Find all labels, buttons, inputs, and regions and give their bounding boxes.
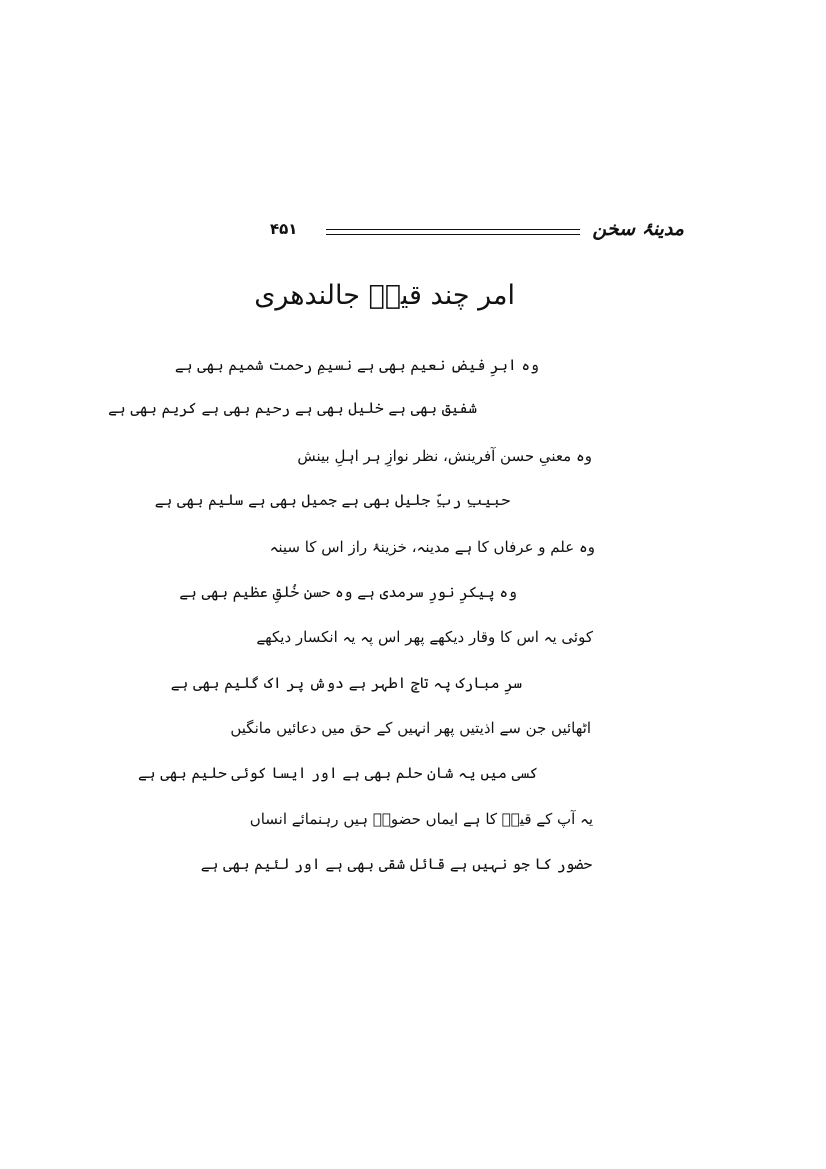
- verse: وہ معنیِ حسن آفرینش، نظر نوازِ ہر اہلِ بینش: [297, 447, 592, 465]
- verse: وہ علم و عرفاں کا ہے مدینہ، خزینۂ راز اس کا سینہ: [269, 538, 595, 556]
- verse: کسی میں یہ شانِ حلم بھی ہے اور ایسا کوئی حلیم بھی ہے: [138, 764, 538, 782]
- header-rule-top: [326, 229, 580, 230]
- verse: وہ ابرِ فیضِ نعیم بھی ہے نسیمِ رحمت شمیم بھی ہے: [174, 356, 539, 374]
- verse: اٹھائیں جن سے اذیتیں پھر انہیں کے حق میں دعائیں مانگیں: [230, 719, 591, 737]
- poet-name-heading: امر چند قیسؔ جالندھری: [254, 280, 515, 311]
- verse: شفیق بھی ہے خلیل بھی ہے رحیم بھی ہے کریم بھی ہے: [108, 399, 477, 417]
- verse: یہ آپ کے قیسؔ کا ہے ایماں حضورؐ ہیں رہنمائے انساں: [249, 810, 593, 828]
- verse: وہ پیکرِ نورِ سرمدی ہے وہ حسنِ خُلقِ عظیم بھی ہے: [179, 583, 517, 601]
- header-rule-bottom: [326, 234, 580, 235]
- verse: حضور کا جو نہیں ہے قائل شقی بھی ہے اور لئیم بھی ہے: [200, 855, 592, 873]
- verse: کوئی یہ اس کا وقار دیکھے پھر اس پہ یہ انکسار دیکھے: [256, 628, 593, 646]
- book-title: مدینۂ سخن: [592, 218, 684, 240]
- verse: سرِ مبارک پہ تاجِ اطہر ہے دوش پر اک گلیم بھی ہے: [170, 674, 522, 692]
- verse: حبیبِ ربِّ جلیل بھی ہے جمیل بھی ہے سلیم بھی ہے: [154, 491, 510, 509]
- page-number: ۴۵۱: [270, 220, 298, 238]
- running-header: [270, 218, 684, 248]
